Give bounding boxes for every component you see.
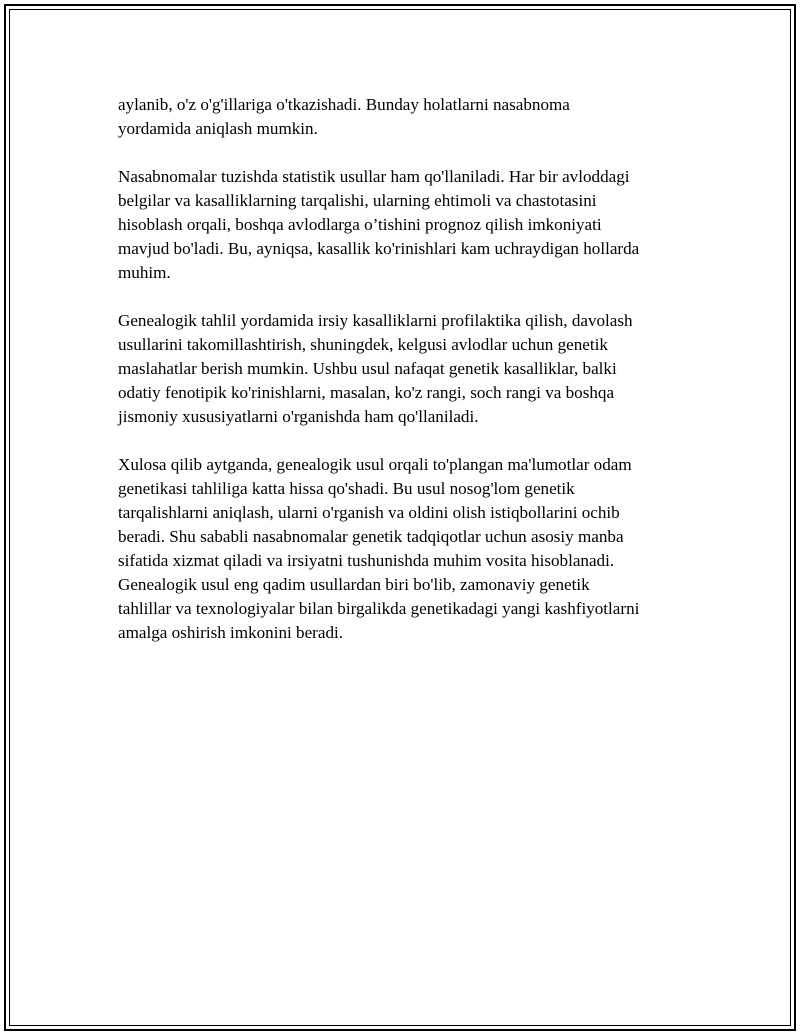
text-line: usullarini takomillashtirish, shuningdek, kelgusi avlodlar uchun genetik — [118, 335, 608, 354]
text-line: maslahatlar berish mumkin. Ushbu usul nafaqat genetik kasalliklar, balki — [118, 359, 617, 378]
paragraph-1 — [118, 93, 693, 141]
text-line: Genealogik usul eng qadim usullardan biri bo'lib, zamonaviy genetik — [118, 575, 590, 594]
text-line: aylanib, o'z o'g'illariga o'tkazishadi. Bunday holatlarni nasabnoma — [118, 95, 570, 114]
text-line: amalga oshirish imkonini beradi. — [118, 623, 344, 642]
text-line: beradi. Shu sababli nasabnomalar genetik tadqiqotlar uchun asosiy manba — [118, 527, 624, 546]
document-body — [118, 93, 693, 669]
text-line: muhim. — [118, 263, 171, 282]
paragraph-2 — [118, 165, 693, 285]
text-line: tarqalishlarni aniqlash, ularni o'rganish va oldini olish istiqbollarini ochib — [118, 503, 620, 522]
text-line: sifatida xizmat qiladi va irsiyatni tushunishda muhim vosita hisoblanadi. — [118, 551, 615, 570]
text-line: genetikasi tahliliga katta hissa qo'shadi. Bu usul nosog'lom genetik — [118, 479, 575, 498]
text-line: jismoniy xususiyatlarni o'rganishda ham qo'llaniladi. — [118, 407, 479, 426]
text-line: belgilar va kasalliklarning tarqalishi, ularning ehtimoli va chastotasini — [118, 191, 597, 210]
text-line: Nasabnomalar tuzishda statistik usullar ham qo'llaniladi. Har bir avloddagi — [118, 167, 630, 186]
text-line: Genealogik tahlil yordamida irsiy kasalliklarni profilaktika qilish, davolash — [118, 311, 633, 330]
text-line: Xulosa qilib aytganda, genealogik usul orqali to'plangan ma'lumotlar odam — [118, 455, 632, 474]
text-line: odatiy fenotipik ko'rinishlarni, masalan, ko'z rangi, soch rangi va boshqa — [118, 383, 615, 402]
text-line: tahlillar va texnologiyalar bilan birgalikda genetikadagi yangi kashfiyotlarni — [118, 599, 640, 618]
text-line: hisoblash orqali, boshqa avlodlarga o’tishini prognoz qilish imkoniyati — [118, 215, 602, 234]
text-line: mavjud bo'ladi. Bu, ayniqsa, kasallik ko'rinishlari kam uchraydigan hollarda — [118, 239, 640, 258]
paragraph-4 — [118, 453, 693, 645]
paragraph-3 — [118, 309, 693, 429]
text-line: yordamida aniqlash mumkin. — [118, 119, 318, 138]
